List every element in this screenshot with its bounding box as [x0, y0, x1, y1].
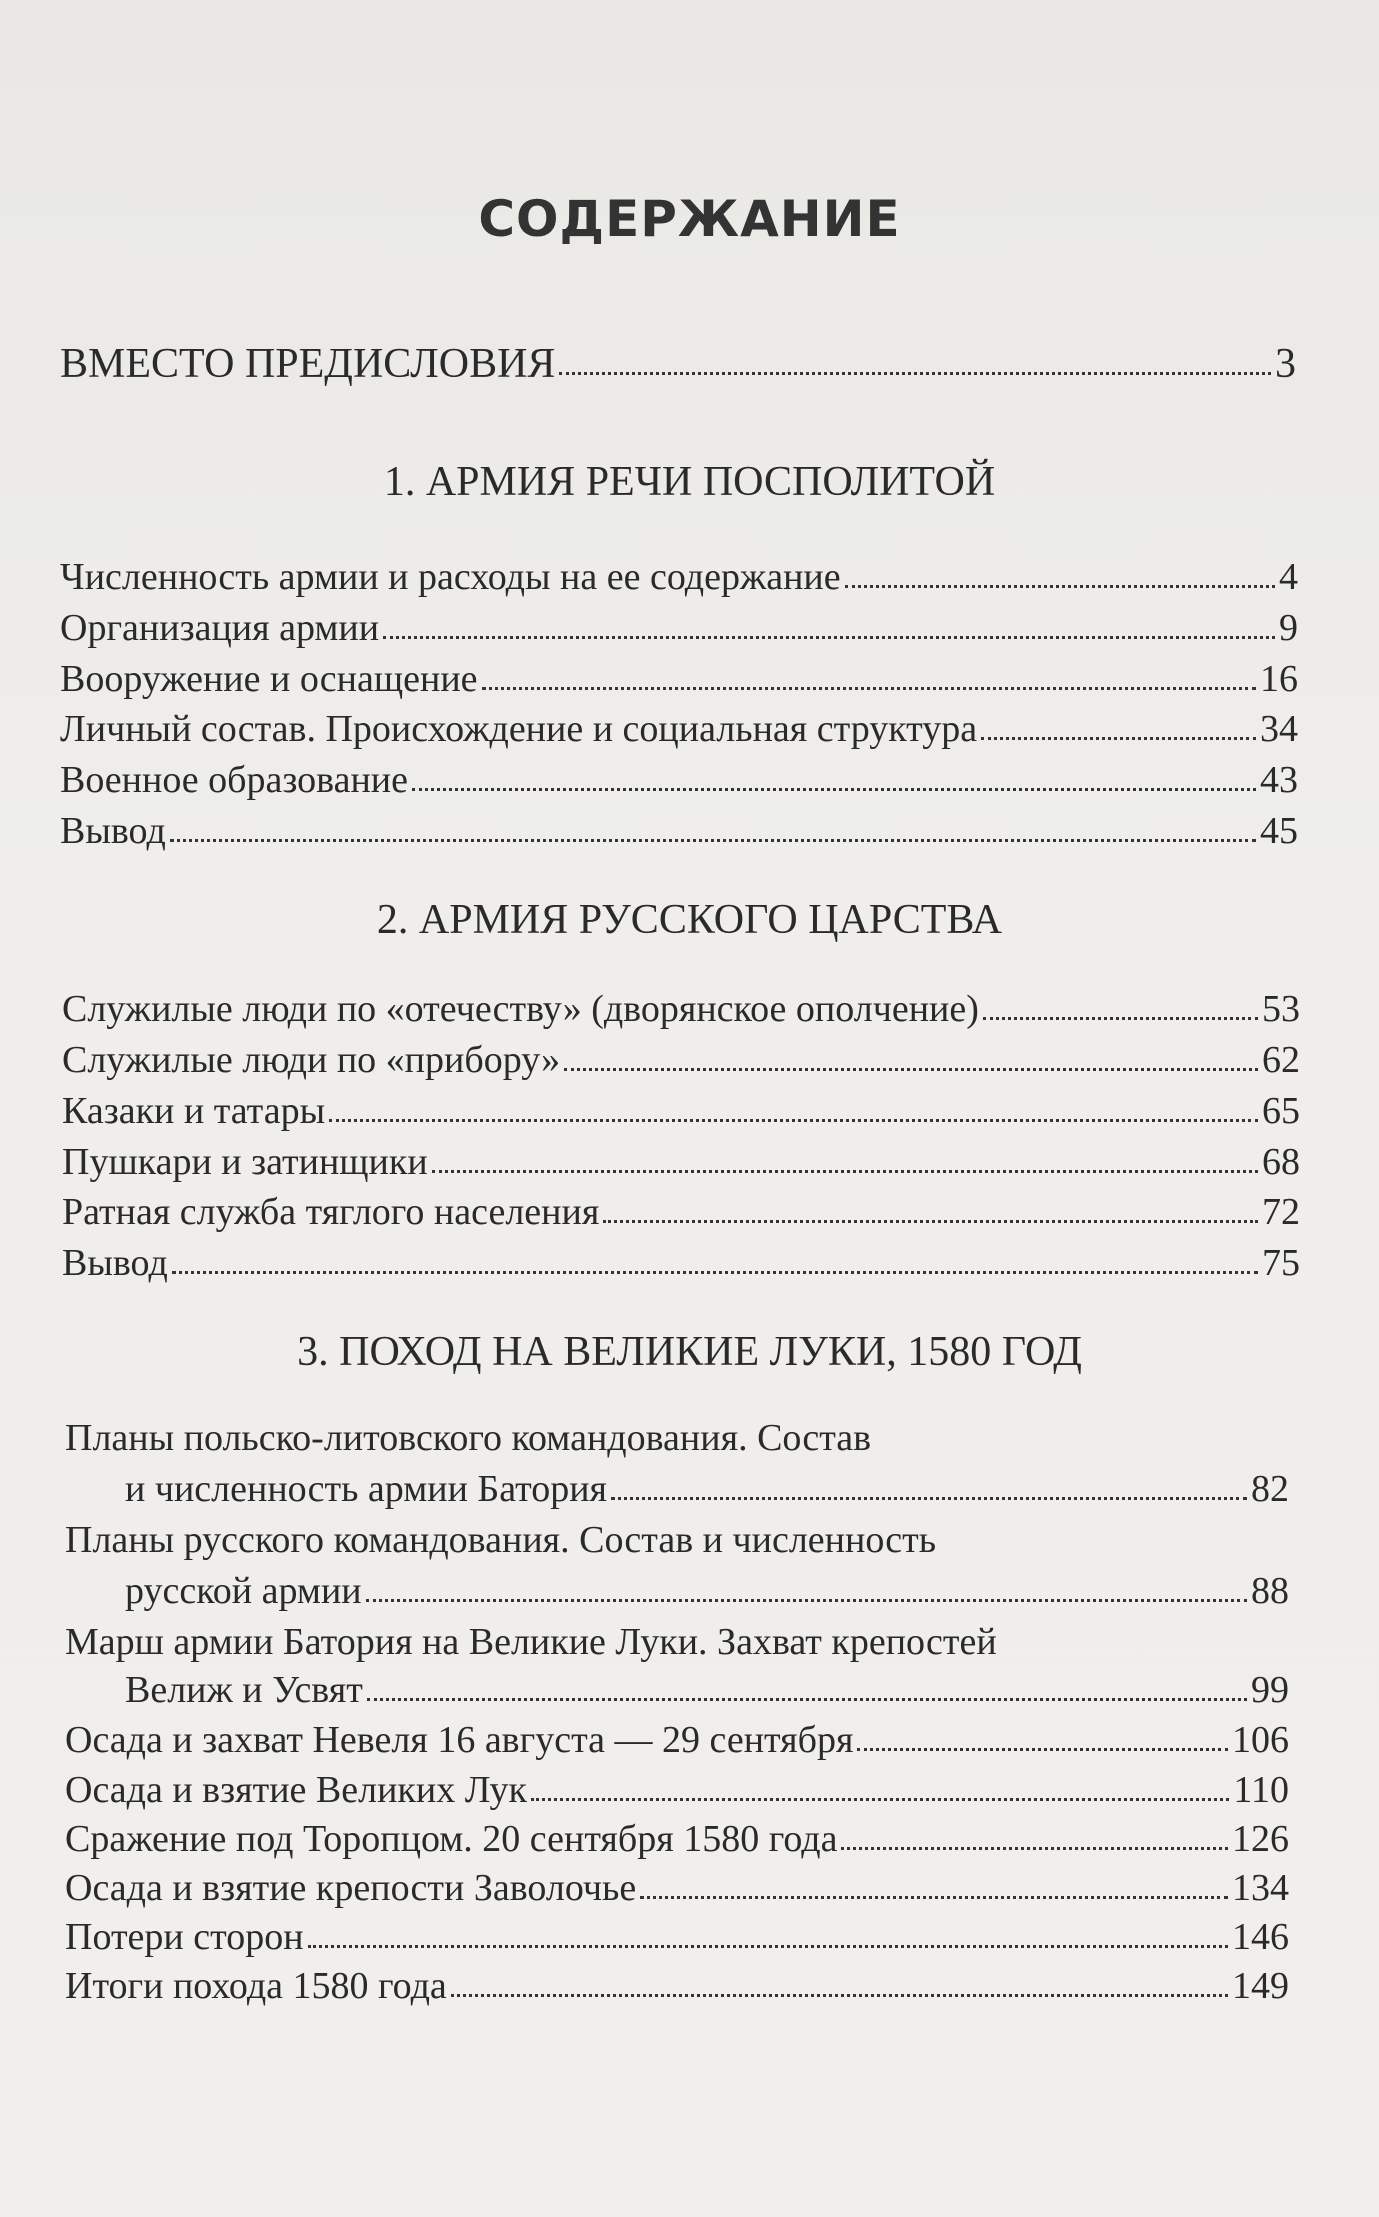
- toc-entry-label: Личный состав. Происхождение и социальная структура: [60, 708, 978, 750]
- toc-entry: [62, 1241, 1300, 1285]
- toc-entry-label: Пушкари и затинщики: [62, 1141, 428, 1183]
- toc-entry: [60, 758, 1298, 802]
- toc-entry: [60, 606, 1298, 650]
- toc-page-number: 75: [1262, 1242, 1300, 1284]
- toc-entry-label: Осада и захват Невеля 16 августа — 29 сентября: [65, 1719, 854, 1761]
- toc-page-number: 9: [1279, 607, 1298, 649]
- toc-entry-label: Служилые люди по «отечеству» (дворянское ополчение): [62, 988, 979, 1030]
- leader-dots: [451, 1993, 1228, 1997]
- leader-dots: [564, 1067, 1258, 1071]
- toc-page-number: 34: [1260, 708, 1298, 750]
- toc-entry-first-line: Планы польско-литовского командования. Состав: [65, 1417, 872, 1459]
- toc-entry-label: Осада и взятие Великих Лук: [65, 1769, 528, 1811]
- page-title: СОДЕРЖАНИЕ: [478, 190, 901, 248]
- toc-page-number: 149: [1232, 1965, 1289, 2007]
- leader-dots: [482, 686, 1256, 690]
- toc-page-number: 68: [1262, 1141, 1300, 1183]
- leader-dots: [412, 787, 1256, 791]
- toc-entry: [65, 1964, 1289, 2008]
- toc-entry-label: Организация армии: [60, 607, 380, 649]
- toc-entry: [65, 1718, 1289, 1762]
- toc-entry-label: русской армии: [125, 1570, 362, 1612]
- toc-entry-label: и численность армии Батория: [125, 1468, 608, 1510]
- toc-entry: [60, 555, 1298, 599]
- leader-dots: [841, 1846, 1228, 1850]
- toc-page-number: 62: [1262, 1039, 1300, 1081]
- toc-entry-preface: [60, 342, 1296, 386]
- toc-page-number: 110: [1233, 1769, 1289, 1811]
- toc-entry: [65, 1817, 1289, 1861]
- toc-entry-label: Велиж и Усвят: [125, 1669, 363, 1711]
- toc-entry: [125, 1569, 1289, 1613]
- toc-entry: [65, 1915, 1289, 1959]
- toc-entry: [60, 707, 1298, 751]
- toc-entry: [62, 1038, 1300, 1082]
- toc-entry: [125, 1668, 1289, 1712]
- toc-page-number: 106: [1232, 1719, 1289, 1761]
- toc-page-number: 4: [1279, 556, 1298, 598]
- toc-entry-label: Сражение под Торопцом. 20 сентября 1580 года: [65, 1818, 838, 1860]
- toc-page-number: 53: [1262, 988, 1300, 1030]
- toc-entry-label: Осада и взятие крепости Заволочье: [65, 1867, 637, 1909]
- toc-entry: [60, 657, 1298, 701]
- leader-dots: [366, 1598, 1247, 1602]
- toc-page-number: 16: [1260, 658, 1298, 700]
- toc-entry-label: Вывод: [62, 1242, 168, 1284]
- leader-dots: [640, 1895, 1228, 1899]
- chapter-heading-1: 1. АРМИЯ РЕЧИ ПОСПОЛИТОЙ: [383, 459, 996, 505]
- toc-entry-first-line: Планы русского командования. Состав и численность: [65, 1519, 937, 1561]
- toc-entry-first-line: Марш армии Батория на Великие Луки. Захват крепостей: [65, 1621, 997, 1663]
- toc-page-number: 146: [1232, 1916, 1289, 1958]
- leader-dots: [531, 1797, 1229, 1801]
- toc-entry: [65, 1866, 1289, 1910]
- leader-dots: [857, 1747, 1228, 1751]
- leader-dots: [172, 1270, 1258, 1274]
- chapter-heading-3: 3. ПОХОД НА ВЕЛИКИЕ ЛУКИ, 1580 ГОД: [297, 1329, 1082, 1375]
- toc-page-number: 99: [1251, 1669, 1289, 1711]
- toc-entry-label: Итоги похода 1580 года: [65, 1965, 447, 2007]
- toc-entry: [65, 1768, 1289, 1812]
- leader-dots: [603, 1219, 1258, 1223]
- toc-page-number: 72: [1262, 1191, 1300, 1233]
- toc-entry-label: Численность армии и расходы на ее содержание: [60, 556, 841, 598]
- leader-dots: [432, 1169, 1258, 1173]
- toc-entry-label: Служилые люди по «прибору»: [62, 1039, 561, 1081]
- toc-page-number: 134: [1232, 1867, 1289, 1909]
- leader-dots: [329, 1118, 1258, 1122]
- toc-entry-label: ВМЕСТО ПРЕДИСЛОВИЯ: [60, 341, 556, 387]
- toc-page-number: 88: [1251, 1570, 1289, 1612]
- toc-entry: [62, 1190, 1300, 1234]
- leader-dots: [611, 1496, 1247, 1500]
- toc-page-number: 82: [1251, 1468, 1289, 1510]
- toc-page-number: 65: [1262, 1090, 1300, 1132]
- toc-entry: [62, 987, 1300, 1031]
- chapter-heading-2: 2. АРМИЯ РУССКОГО ЦАРСТВА: [376, 897, 1003, 943]
- toc-entry: [62, 1140, 1300, 1184]
- toc-entry-label: Военное образование: [60, 759, 409, 801]
- leader-dots: [845, 584, 1275, 588]
- toc-page-number: 126: [1232, 1818, 1289, 1860]
- leader-dots: [170, 838, 1256, 842]
- leader-dots: [383, 635, 1275, 639]
- toc-entry-label: Потери сторон: [65, 1916, 304, 1958]
- toc-entry-label: Ратная служба тяглого населения: [62, 1191, 600, 1233]
- toc-entry-label: Казаки и татары: [62, 1090, 326, 1132]
- toc-page-number: 3: [1275, 341, 1296, 387]
- toc-entry-label: Вооружение и оснащение: [60, 658, 478, 700]
- toc-page-number: 45: [1260, 810, 1298, 852]
- leader-dots: [367, 1697, 1247, 1701]
- leader-dots: [308, 1944, 1228, 1948]
- leader-dots: [981, 736, 1256, 740]
- leader-dots: [559, 371, 1271, 375]
- toc-page-number: 43: [1260, 759, 1298, 801]
- toc-entry-label: Вывод: [60, 810, 166, 852]
- toc-entry: [60, 809, 1298, 853]
- toc-entry: [62, 1089, 1300, 1133]
- toc-entry: [125, 1467, 1289, 1511]
- leader-dots: [983, 1016, 1258, 1020]
